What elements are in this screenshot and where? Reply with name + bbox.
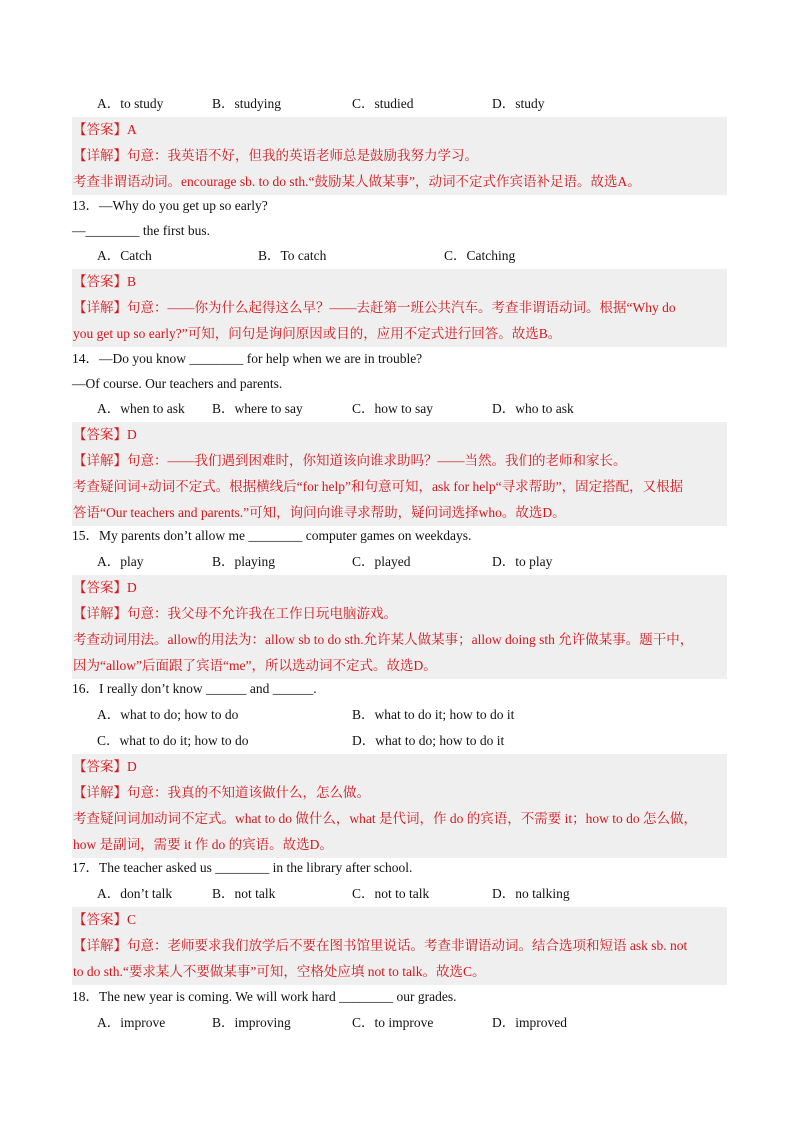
q18-option-d: D．improved	[492, 1015, 567, 1030]
q13-option-b: B．To catch	[258, 248, 327, 263]
q15-option-c: C．played	[352, 554, 411, 569]
q15-options	[72, 552, 728, 572]
q16-options-row2	[72, 731, 728, 751]
q18-options	[72, 1013, 728, 1033]
q17-option-b: B．not talk	[212, 886, 276, 901]
q14-stem-1: 14．—Do you know ________ for help when we are in trouble?	[72, 351, 423, 366]
q15-answer-box	[72, 575, 727, 679]
q13-explanation-1: 【详解】句意：——你为什么起得这么早？——去赶第一班公共汽车。考查非谓语动词。根据“Why do	[73, 300, 676, 315]
q14-option-c: C．how to say	[352, 401, 433, 416]
q15-option-b: B．playing	[212, 554, 275, 569]
q12-answer: 【答案】A	[73, 122, 137, 137]
q13-stem-1: 13．—Why do you get up so early?	[72, 198, 268, 213]
q12-explanation-1: 【详解】句意：我英语不好，但我的英语老师总是鼓励我努力学习。	[73, 148, 478, 163]
q17-options	[72, 884, 728, 904]
q14-explanation-2: 考查疑问词+动词不定式。根据横线后“for help”和句意可知，ask for help“寻求帮助”，固定搭配，又根据	[73, 479, 684, 494]
q13-answer: 【答案】B	[73, 274, 137, 289]
q17-explanation-2: to do sth.“要求某人不要做某事”可知，空格处应填 not to talk。故选C。	[73, 964, 486, 979]
q16-answer: 【答案】D	[73, 759, 137, 774]
q13-stem-2: —________ the first bus.	[72, 223, 210, 238]
q17-explanation-1: 【详解】句意：老师要求我们放学后不要在图书馆里说话。考查非谓语动词。结合选项和短语 ask sb. not	[73, 938, 688, 953]
q16-options-row1	[72, 705, 728, 725]
q14-option-b: B．where to say	[212, 401, 303, 416]
q17-answer: 【答案】C	[73, 912, 137, 927]
q17-option-d: D．no talking	[492, 886, 570, 901]
q16-explanation-2: 考查疑问词加动词不定式。what to do 做什么，what 是代词，作 do 的宾语，不需要 it；how to do 怎么做，	[73, 811, 697, 826]
q12-explanation-2: 考查非谓语动词。encourage sb. to do sth.“鼓励某人做某事”，动词不定式作宾语补足语。故选A。	[73, 174, 641, 189]
q15-option-d: D．to play	[492, 554, 553, 569]
q15-explanation-3: 因为“allow”后面跟了宾语“me”，所以选动词不定式。故选D。	[73, 658, 437, 673]
q12-options	[72, 94, 728, 114]
q17-stem: 17．The teacher asked us ________ in the library after school.	[72, 860, 413, 875]
q13-option-a: A．Catch	[97, 248, 152, 263]
q12-option-d: D．study	[492, 96, 545, 111]
q16-explanation-3: how 是副词，需要 it 作 do 的宾语。故选D。	[73, 837, 333, 852]
q13-options	[72, 246, 728, 266]
q14-options	[72, 399, 728, 419]
q14-stem-2: —Of course. Our teachers and parents.	[72, 376, 283, 391]
q15-stem: 15．My parents don’t allow me ________ computer games on weekdays.	[72, 528, 472, 543]
q17-option-a: A．don’t talk	[97, 886, 173, 901]
q15-answer: 【答案】D	[73, 580, 137, 595]
q17-option-c: C．not to talk	[352, 886, 430, 901]
q16-explanation-1: 【详解】句意：我真的不知道该做什么，怎么做。	[73, 785, 370, 800]
q15-option-a: A．play	[97, 554, 144, 569]
q13-option-c: C．Catching	[444, 248, 516, 263]
q16-option-c: C．what to do it; how to do	[97, 733, 249, 748]
q18-option-a: A．improve	[97, 1015, 166, 1030]
q14-explanation-1: 【详解】句意：——我们遇到困难时，你知道该向谁求助吗？——当然。我们的老师和家长。	[73, 453, 627, 468]
q18-stem: 18．The new year is coming. We will work hard ________ our grades.	[72, 989, 457, 1004]
q16-option-d: D．what to do; how to do it	[352, 733, 505, 748]
q14-option-a: A．when to ask	[97, 401, 185, 416]
q13-answer-box	[72, 269, 727, 347]
q15-explanation-2: 考查动词用法。allow的用法为：allow sb to do sth.允许某人做某事；allow doing sth 允许做某事。题干中，	[73, 632, 694, 647]
q15-explanation-1: 【详解】句意：我父母不允许我在工作日玩电脑游戏。	[73, 606, 397, 621]
q12-option-a: A．to study	[97, 96, 164, 111]
q16-option-b: B．what to do it; how to do it	[352, 707, 515, 722]
q18-option-c: C．to improve	[352, 1015, 434, 1030]
q14-option-d: D．who to ask	[492, 401, 574, 416]
q14-answer-box	[72, 422, 727, 526]
q14-answer: 【答案】D	[73, 427, 137, 442]
q12-answer-box	[72, 117, 727, 195]
q13-explanation-2: you get up so early?”可知，问句是询问原因或目的，应用不定式进行回答。故选B。	[73, 326, 562, 341]
q18-option-b: B．improving	[212, 1015, 291, 1030]
q16-answer-box	[72, 754, 727, 858]
q12-option-b: B．studying	[212, 96, 282, 111]
q16-option-a: A．what to do; how to do	[97, 707, 239, 722]
q16-stem: 16．I really don’t know ______ and ______.	[72, 681, 317, 696]
q17-answer-box	[72, 907, 727, 985]
q12-option-c: C．studied	[352, 96, 414, 111]
q14-explanation-3: 答语“Our teachers and parents.”可知，询问向谁寻求帮助，疑问词选择who。故选D。	[73, 505, 566, 520]
